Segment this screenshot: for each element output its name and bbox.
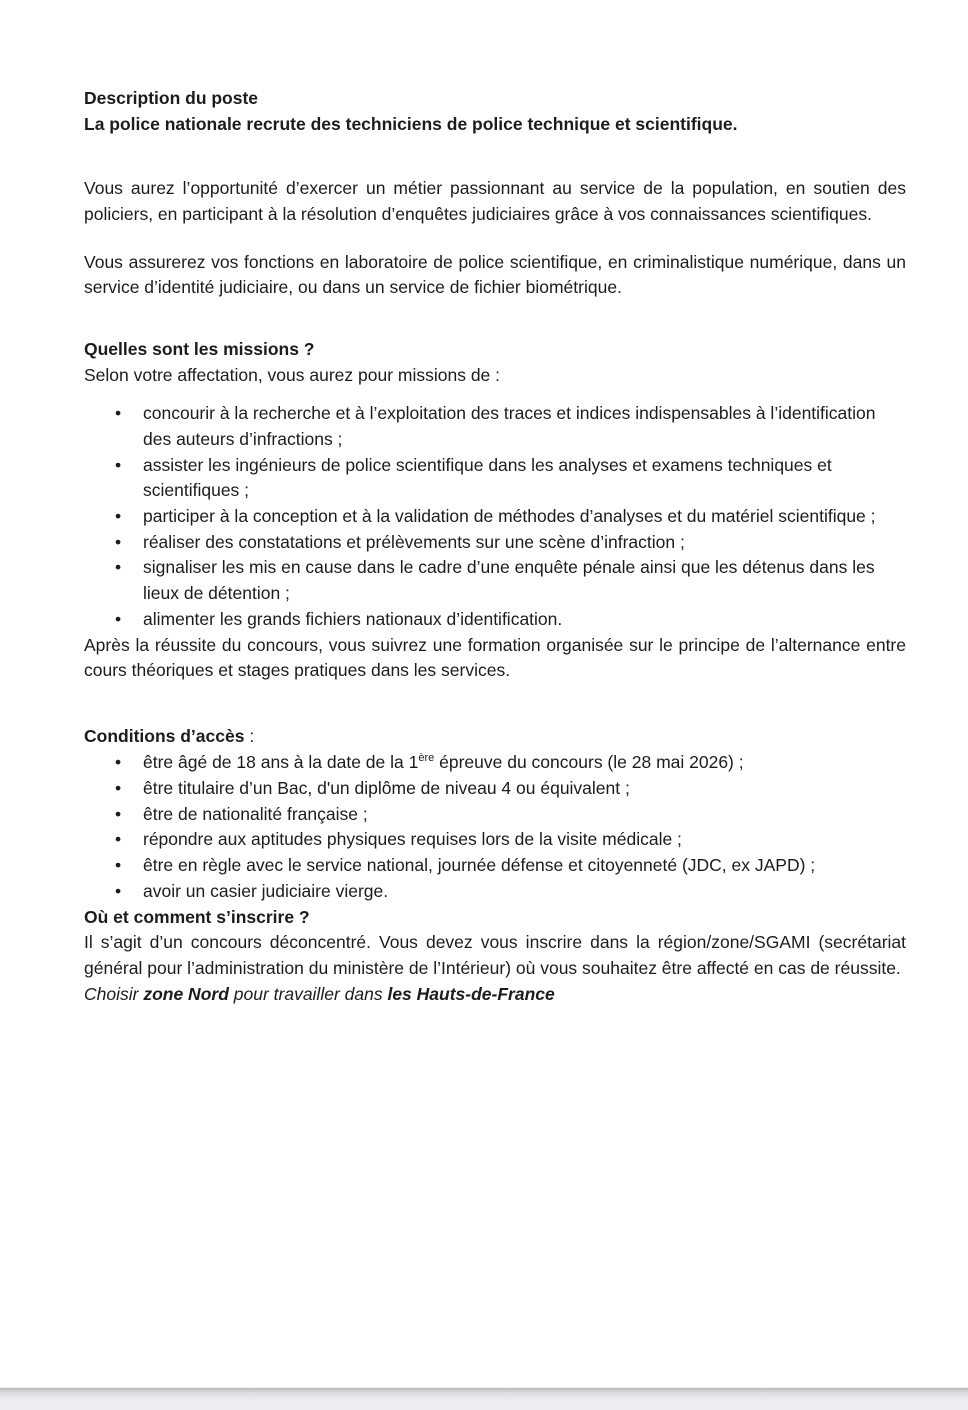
heading-missions: Quelles sont les missions ? — [84, 339, 315, 360]
bullet-marker: • — [115, 454, 122, 475]
list-item-text: réaliser des constatations et prélèvements sur une scène d’infraction ; — [143, 531, 685, 552]
list-item — [84, 802, 906, 828]
list-item — [84, 401, 906, 452]
missions-list — [84, 401, 906, 632]
list-item-text: concourir à la recherche et à l’exploitation des traces et indices indispensables à l’identification des auteurs d’infractions ; — [143, 403, 876, 449]
bullet-marker: • — [115, 880, 122, 901]
hauts-de-france-emphasis: les Hauts-de-France — [387, 984, 555, 1005]
bullet-marker: • — [115, 531, 122, 552]
bullet-marker: • — [115, 557, 122, 578]
choisir-text-1: Choisir — [84, 984, 144, 1005]
heading-conditions-colon: : — [244, 726, 255, 747]
list-item — [84, 555, 906, 606]
condition-age-pre: être âgé de 18 ans à la date de la 1 — [143, 752, 419, 773]
list-item — [84, 530, 906, 556]
conditions-list — [84, 750, 906, 904]
zone-nord-emphasis: zone Nord — [143, 984, 229, 1005]
condition-age-post: épreuve du concours (le 28 mai 2026) ; — [434, 752, 744, 773]
paragraph-formation: Après la réussite du concours, vous suivrez une formation organisée sur le principe de l’alternance entre cours théoriques et stages pratiques dans les services. — [84, 634, 906, 681]
ordinal-superscript: ère — [418, 752, 435, 765]
list-item — [84, 453, 906, 504]
list-item-text: assister les ingénieurs de police scientifique dans les analyses et examens techniques et scientifiques ; — [143, 454, 832, 501]
list-item-text: être titulaire d’un Bac, d'un diplôme de niveau 4 ou équivalent ; — [143, 777, 630, 798]
list-item — [84, 607, 906, 633]
heading-conditions — [84, 724, 906, 750]
paragraph-fonctions: Vous assurerez vos fonctions en laboratoire de police scientifique, en criminalistique numérique, dans un service d’identité judiciaire, ou dans un service de fichier biométrique. — [84, 251, 906, 298]
lead-sentence: La police nationale recrute des techniciens de police technique et scientifique. — [84, 113, 738, 134]
list-item — [84, 750, 906, 776]
bullet-marker: • — [115, 803, 122, 824]
bullet-marker: • — [115, 403, 122, 424]
bullet-marker: • — [115, 608, 122, 629]
bullet-marker: • — [115, 777, 122, 798]
list-item-text — [143, 752, 744, 772]
list-item-text: être de nationalité française ; — [143, 803, 368, 824]
list-item-text: répondre aux aptitudes physiques requises lors de la visite médicale ; — [143, 829, 682, 850]
list-item — [84, 504, 906, 530]
list-item — [84, 827, 906, 853]
paragraph-opportunity: Vous aurez l’opportunité d’exercer un métier passionnant au service de la population, en soutien des policiers, en participant à la résolution d’enquêtes judiciaires grâce à vos connaissances scientifiques. — [84, 177, 906, 224]
heading-conditions-text: Conditions d’accès — [84, 726, 245, 747]
paragraph-choisir-zone — [84, 982, 906, 1008]
list-item — [84, 879, 906, 905]
bullet-marker: • — [115, 506, 122, 526]
bullet-marker: • — [115, 829, 122, 850]
bullet-marker: • — [115, 855, 122, 876]
paragraph-selon: Selon votre affectation, vous aurez pour missions de : — [84, 365, 501, 386]
list-item-text: avoir un casier judiciaire vierge. — [143, 880, 389, 901]
list-item-text: alimenter les grands fichiers nationaux d’identification. — [143, 608, 563, 629]
paragraph-inscription: Il s’agit d’un concours déconcentré. Vous devez vous inscrire dans la région/zone/SGAMI (secrétariat général pour l’administration du ministère de l’Intérieur) où vous souhaitez être affecté en cas de réussite. — [84, 932, 906, 979]
bottom-bar — [0, 1387, 968, 1410]
list-item — [84, 853, 906, 879]
list-item — [84, 776, 906, 802]
heading-inscription: Où et comment s’inscrire ? — [84, 906, 310, 927]
list-item-text: participer à la conception et à la validation de méthodes d’analyses et du matériel scientifique ; — [143, 506, 876, 526]
list-item-text: être en règle avec le service national, journée défense et citoyenneté (JDC, ex JAPD) ; — [143, 855, 816, 876]
choisir-text-2: pour travailler dans — [228, 984, 388, 1005]
bullet-marker: • — [115, 752, 122, 773]
page-title: Description du poste — [84, 88, 259, 108]
list-item-text: signaliser les mis en cause dans le cadre d’une enquête pénale ainsi que les détenus dans les lieux de détention ; — [143, 557, 875, 604]
